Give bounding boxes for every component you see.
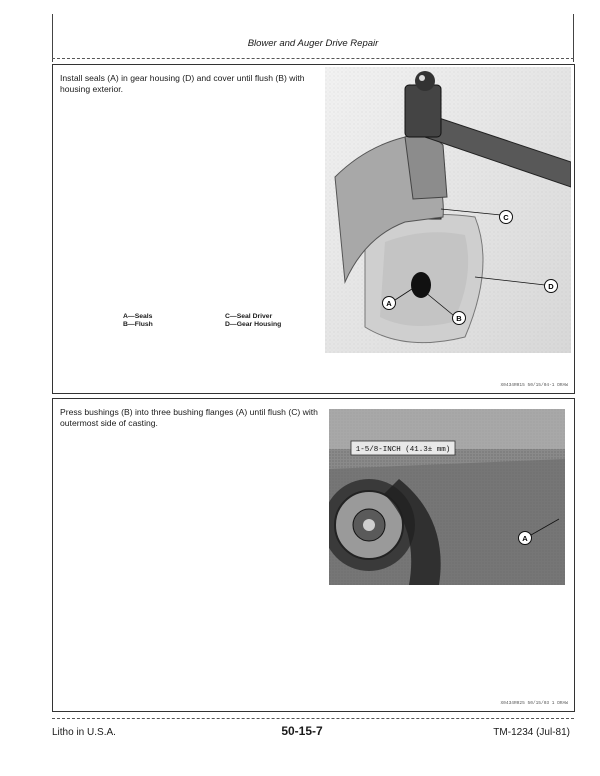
page-number: 50-15-7 [281, 724, 323, 738]
bushing-installation-photo [329, 409, 565, 585]
page-section-title: Blower and Auger Drive Repair [247, 38, 379, 49]
procedure-panel-seals [52, 64, 575, 394]
callout-label: A [386, 299, 392, 308]
figure-legend-left [123, 313, 153, 329]
manual-identifier: TM-1234 (Jul-81) [493, 727, 570, 738]
figure-legend-right [225, 313, 281, 329]
figure-reference-code: X0434R015 50/15/04-1 DRAW [500, 383, 568, 388]
instruction-text: Install seals (A) in gear housing (D) and cover until flush (B) with housing exterior. [60, 73, 305, 94]
header-divider [52, 58, 574, 59]
legend-item: B—Flush [123, 321, 153, 328]
callout-label: B [456, 314, 462, 323]
legend-item: D—Gear Housing [225, 321, 282, 328]
instruction-text: Press bushings (B) into three bushing flanges (A) until flush (C) with outermost side of casting. [60, 407, 318, 428]
procedure-panel-bushings [52, 398, 575, 712]
figure-reference-code: X0434R025 50/15/03 1 DRAW [500, 701, 568, 706]
footer-printing-note: Litho in U.S.A. [52, 727, 116, 738]
callout-label: A [522, 534, 528, 543]
seal-installation-photo [325, 67, 571, 353]
callout-label: C [503, 213, 509, 222]
legend-item: A—Seals [123, 313, 153, 320]
measurement-label: 1-5/8-INCH (41.3± mm) [355, 446, 451, 454]
callout-label: D [548, 282, 554, 291]
footer-divider [52, 718, 574, 719]
legend-item: C—Seal Driver [225, 313, 273, 320]
